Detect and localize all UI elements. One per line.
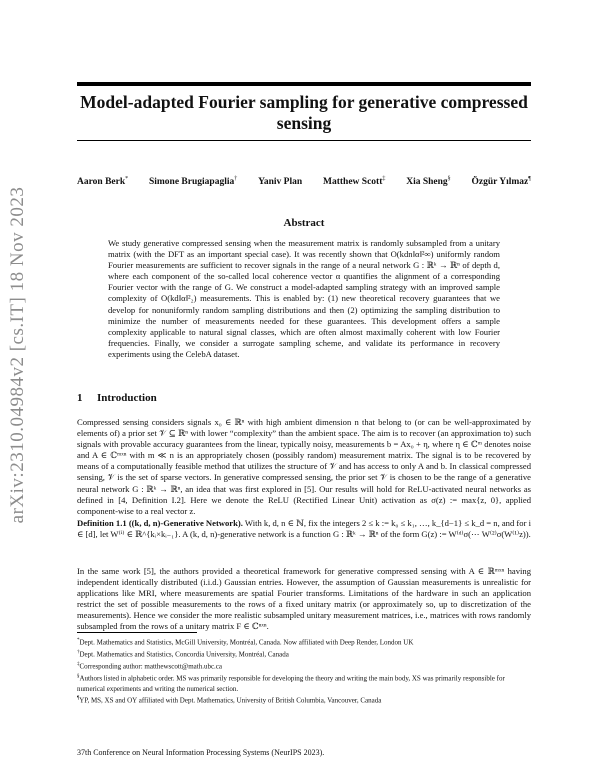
definition-block <box>77 518 531 540</box>
title-bottom-rule <box>77 140 531 141</box>
definition-heading: Definition 1.1 ((k, d, n)-Generative Network). <box>77 518 243 528</box>
author: Xia Sheng§ <box>406 176 451 188</box>
footnote: ‡Corresponding author: matthewscott@math.ubc.ca <box>77 662 223 671</box>
footnotes <box>77 636 531 706</box>
author: Özgür Yılmaz¶ <box>471 176 531 188</box>
footnote: †Dept. Mathematics and Statistics, Concordia University, Montréal, Canada <box>77 650 289 659</box>
intro-paragraph-2: In the same work [5], the authors provided a theoretical framework for generative compressed sensing with A ∈ ℝᵐˣⁿ having independent identically distributed (i.i.d.) Gaussian entries. However, the assumption of Gaussian measurements is unrealistic for applications like MRI, where measurements are spatial Fourier transforms. Limitations of the hardware in such an application restrict the set of possible measurements to the rows of a fixed unitary matrix (or approximately so, up to discretization of the measurements). Hence we consider the more realistic subsampled unitary measurement matrices, i.e., matrices with rows randomly subsampled from the rows of a unitary matrix F ∈ ℂⁿˣⁿ. <box>77 566 531 632</box>
author: Matthew Scott‡ <box>323 176 386 188</box>
footnote: §Authors listed in alphabetic order. MS was primarily responsible for developing the theory and writing the main body, XS was primarily responsible for numerical experiments and writing the numerical section. <box>77 674 505 693</box>
intro-paragraph-1: Compressed sensing considers signals x₀ ∈ ℝⁿ with high ambient dimension n that belong to (or can be well-approximated by elements of) a prior set 𝒱 ⊆ ℝⁿ with lower “complexity” than the ambient space. The aim is to recover (an approximation to) such signals with provable accuracy guarantees from the linear, typically noisy, measurements b = Ax₀ + η, where η ∈ ℂᵐ denotes noise and A ∈ ℂᵐˣⁿ with m ≪ n is an appropriately chosen (possibly random) measurement matrix. The signal is to be recovered by means of a computationally feasible method that utilizes the structure of 𝒱 and has access to only A and b. In classical compressed sensing, 𝒱 is the set of sparse vectors. In generative compressed sensing, the prior set 𝒱 is chosen to be the range of a generative neural network G : ℝᵏ → ℝⁿ, an idea that was first explored in [5]. Our results will hold for ReLU-activated neural networks as defined in [4, Definition I.2]. Here we denote the ReLU (Rectified Linear Unit) activation as σ(z) := max{z, 0}, applied component-wise to a real vector z. <box>77 417 531 516</box>
footnote-rule <box>77 632 197 633</box>
section-heading <box>77 392 157 404</box>
author-list <box>77 176 531 187</box>
footnote: ¶YP, MS, XS and OY affiliated with Dept. Mathematics, University of British Columbia, Vancouver, Canada <box>77 696 382 705</box>
abstract-text: We study generative compressed sensing when the measurement matrix is randomly subsampled from a unitary matrix (with the DFT as an important special case). It was recently shown that O(kdn‖α‖²∞) uniformly random Fourier measurements are sufficient to recover signals in the range of a neural network G : ℝᵏ → ℝⁿ of depth d, where each component of the so-called local coherence vector α quantifies the alignment of a corresponding Fourier vector with the range of G. We construct a model-adapted sampling strategy with an improved sample complexity of O(kd‖α‖²₂) measurements. This is enabled by: (1) new theoretical recovery guarantees that we develop for nonuniformly random sampling distributions and then (2) optimizing the sampling distribution to minimize the number of measurements needed for these guarantees. This development offers a sample complexity applicable to natural signal classes, which are often almost maximally coherent with low Fourier frequencies. Finally, we consider a surrogate sampling scheme, and validate its performance in recovery experiments using the CelebA dataset. <box>108 238 500 359</box>
section-title: Introduction <box>97 392 157 404</box>
section-number: 1 <box>77 392 83 404</box>
arxiv-identifier: arXiv:2310.04984v2 [cs.IT] 18 Nov 2023 <box>7 186 28 524</box>
footnote: *Dept. Mathematics and Statistics, McGill University, Montréal, Canada. Now affiliated with Deep Render, London UK <box>77 638 414 647</box>
author: Simone Brugiapaglia† <box>148 176 238 188</box>
title-top-rule <box>77 82 531 86</box>
abstract-heading: Abstract <box>283 217 325 229</box>
venue-note: 37th Conference on Neural Information Processing Systems (NeurIPS 2023). <box>77 748 325 757</box>
definition-body: With k, d, n ∈ ℕ, fix the integers 2 ≤ k := k₀ ≤ k₁, …, k_{d−1} ≤ k_d = n, and for i ∈ [d], let W⁽ⁱ⁾ ∈ ℝ^{kᵢ×kᵢ₋₁}. A (k, d, n)-generative network is a function G : ℝᵏ → ℝⁿ of the form G(z) := W⁽ᵈ⁾σ(⋯ W⁽²⁾σ(W⁽¹⁾z)). <box>77 518 531 540</box>
paper-title: Model-adapted Fourier sampling for generative compressed sensing <box>80 92 528 133</box>
author: Aaron Berk* <box>77 176 129 188</box>
author: Yaniv Plan <box>258 177 303 188</box>
